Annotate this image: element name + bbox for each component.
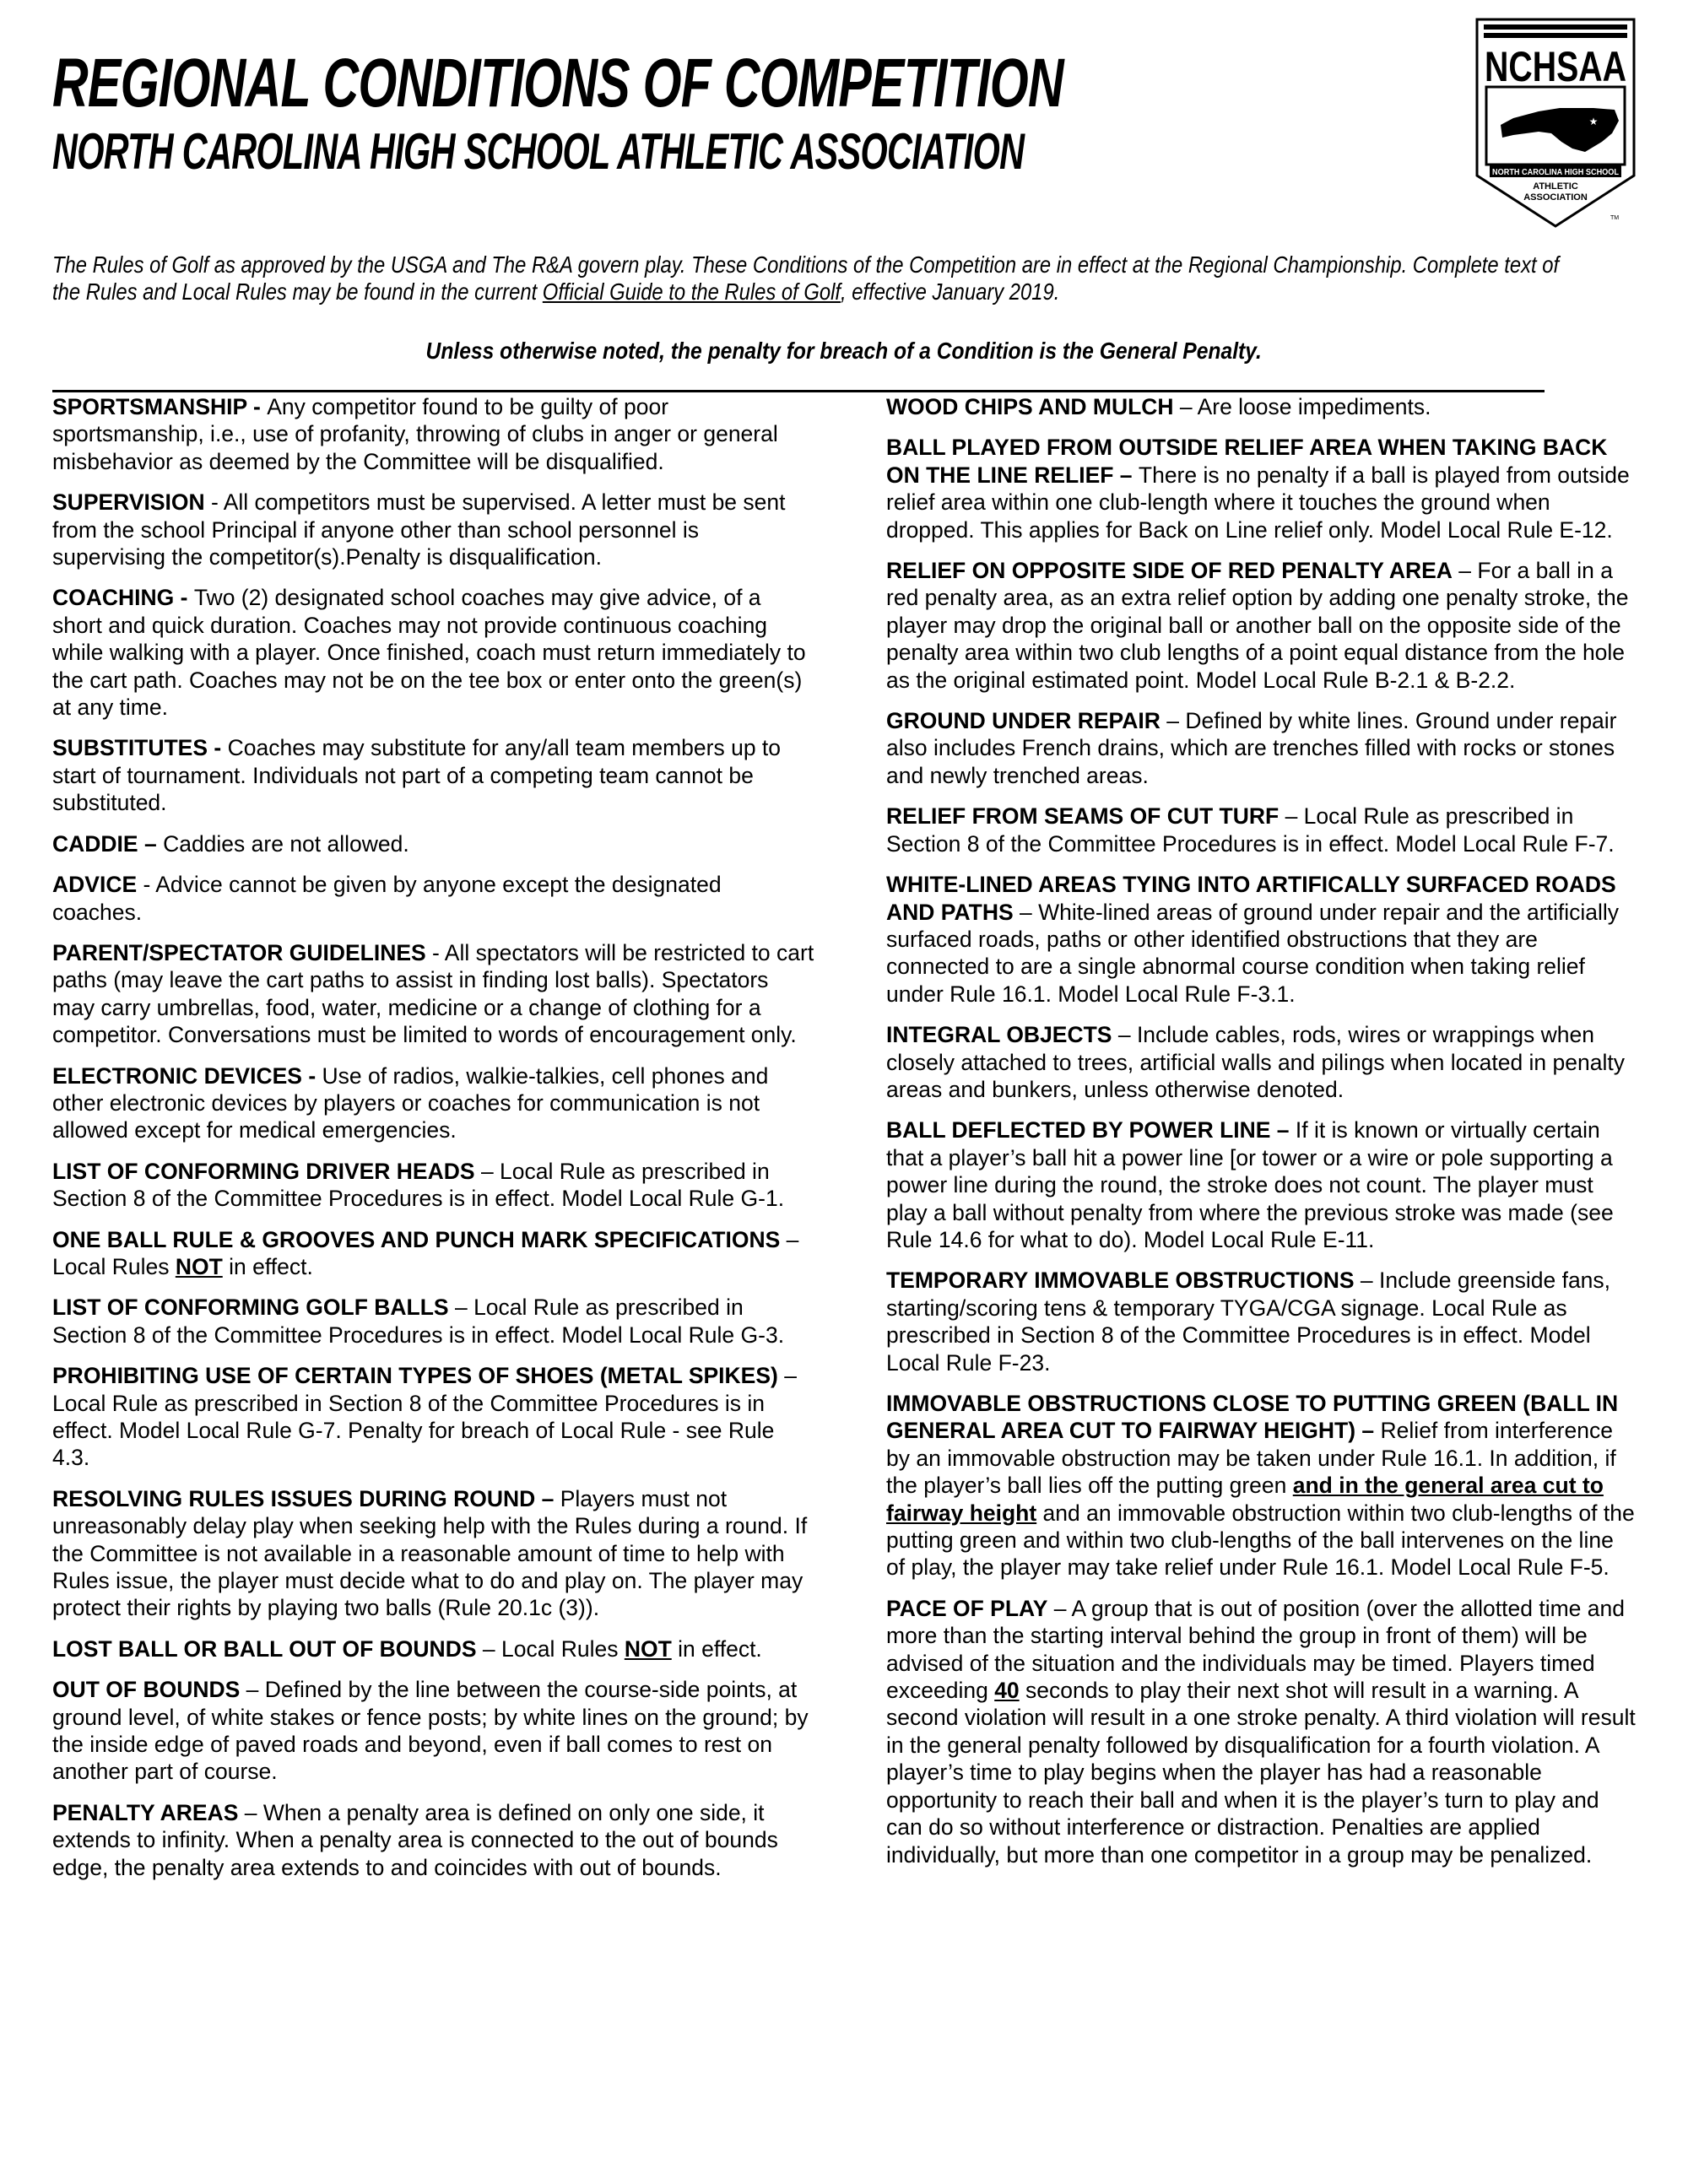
condition-resolving-rules-issues-during-round bbox=[52, 1485, 816, 1622]
condition-text: in effect. bbox=[671, 1635, 762, 1662]
condition-text: Players must not unreasonably delay play when seeking help with the Rules during a round. If the Committee is not available in a reasonable amount of time to help with Rules issue, the player must decide what to do and play on. The player may protect their rights by playing two balls (Rule 20.1c (3)). bbox=[52, 1485, 808, 1621]
condition-heading: PROHIBITING USE OF CERTAIN TYPES OF SHOES (METAL SPIKES) bbox=[52, 1363, 778, 1389]
svg-text:★: ★ bbox=[1588, 116, 1599, 127]
condition-integral-objects bbox=[886, 1021, 1637, 1103]
condition-immovable-obstructions-close-to-putting- bbox=[886, 1390, 1637, 1581]
condition-one-ball-rule-grooves-and-punch-mark-spe bbox=[52, 1226, 816, 1281]
logo-wordmark: NCHSAA bbox=[1485, 43, 1626, 90]
condition-text: Two (2) designated school coaches may give advice, of a short and quick duration. Coaches may not provide continuous coaching while walking with a player. Once finished, coach must return immediately to the cart path. Coaches may not be on the tee box or enter onto the green(s) at any time. bbox=[52, 585, 806, 721]
condition-heading: PACE OF PLAY bbox=[886, 1595, 1048, 1621]
condition-ground-under-repair bbox=[886, 707, 1637, 789]
condition-electronic-devices bbox=[52, 1062, 816, 1144]
condition-advice bbox=[52, 871, 816, 926]
left-column bbox=[52, 393, 816, 1895]
intro-paragraph bbox=[52, 251, 1581, 305]
svg-text:TM: TM bbox=[1610, 215, 1620, 221]
condition-parent-spectator-guidelines bbox=[52, 939, 816, 1049]
condition-relief-from-seams-of-cut-turf bbox=[886, 803, 1637, 857]
condition-heading: ONE BALL RULE & GROOVES AND PUNCH MARK SPECIFICATIONS bbox=[52, 1226, 781, 1252]
condition-ball-deflected-by-power-line bbox=[886, 1116, 1637, 1253]
condition-text: - Advice cannot be given by anyone except the designated coaches. bbox=[52, 872, 722, 925]
condition-list-of-conforming-driver-heads bbox=[52, 1158, 816, 1213]
svg-text:ATHLETIC: ATHLETIC bbox=[1533, 181, 1578, 192]
condition-text: Any competitor found to be guilty of poor sportsmanship, i.e., use of profanity, throwing of clubs in anger or general misbehavior as deemed by the Committee will be disqualified. bbox=[52, 394, 778, 474]
condition-penalty-areas bbox=[52, 1799, 816, 1881]
condition-heading: PENALTY AREAS bbox=[52, 1799, 239, 1825]
condition-text: – Local Rule as prescribed in Section 8 of the Committee Procedures is in effect. Model Local Rule G-7. Penalty for breach of Local Rule - see Rule 4.3. bbox=[52, 1363, 797, 1471]
svg-text:NORTH CAROLINA HIGH SCHOOL: NORTH CAROLINA HIGH SCHOOL bbox=[1492, 167, 1620, 177]
intro-text-end: , effective January 2019. bbox=[841, 278, 1060, 305]
condition-heading: SUBSTITUTES - bbox=[52, 735, 228, 761]
condition-relief-on-opposite-side-of-red-penalty-a bbox=[886, 557, 1637, 694]
condition-emphasis: and in the general area cut to fairway height bbox=[886, 1473, 1604, 1526]
condition-text: – Defined by white lines. Ground under repair also includes French drains, which are trenches filled with rocks or stones and newly trenched areas. bbox=[886, 708, 1617, 788]
condition-substitutes bbox=[52, 734, 816, 816]
condition-sportsmanship bbox=[52, 393, 816, 475]
condition-text: – Local Rules bbox=[476, 1635, 625, 1662]
condition-heading: RELIEF FROM SEAMS OF CUT TURF bbox=[886, 803, 1280, 830]
condition-heading: COACHING - bbox=[52, 585, 194, 611]
condition-heading: PARENT/SPECTATOR GUIDELINES bbox=[52, 939, 426, 965]
condition-text: – For a ball in a red penalty area, as an extra relief option by adding one penalty stroke, the player may drop the original ball or another ball on the opposite side of the penalty area within two club lengths of a point equal distance from the hole as the original estimated point. Model Local Rule B-2.1 & B-2.2. bbox=[886, 558, 1629, 693]
condition-heading: BALL PLAYED FROM OUTSIDE RELIEF AREA WHEN TAKING BACK ON THE LINE RELIEF – bbox=[886, 435, 1608, 488]
condition-text: - All competitors must be supervised. A letter must be sent from the school Principal if anyone other than school personnel is supervising the competitor(s).Penalty is disqualification. bbox=[52, 489, 786, 570]
page-title: REGIONAL CONDITIONS OF COMPETITION bbox=[52, 45, 1063, 122]
penalty-note-text: Unless otherwise noted, the penalty for breach of a Condition is the General Penalty. bbox=[425, 338, 1263, 364]
condition-heading: INTEGRAL OBJECTS bbox=[886, 1022, 1112, 1048]
condition-heading: RELIEF ON OPPOSITE SIDE OF RED PENALTY AREA bbox=[886, 558, 1453, 584]
condition-text: – Local Rules bbox=[52, 1226, 799, 1279]
condition-heading: GROUND UNDER REPAIR bbox=[886, 708, 1160, 734]
condition-coaching bbox=[52, 584, 816, 721]
condition-heading: RESOLVING RULES ISSUES DURING ROUND – bbox=[52, 1485, 560, 1511]
condition-text: Use of radios, walkie-talkies, cell phones and other electronic devices by players or coaches for communication is not allowed except for medical emergencies. bbox=[52, 1062, 769, 1143]
condition-heading: LIST OF CONFORMING DRIVER HEADS bbox=[52, 1158, 475, 1184]
condition-text: – Include cables, rods, wires or wrappings when closely attached to trees, artificial walls and pilings when located in penalty areas and bunkers, unless otherwise denoted. bbox=[886, 1022, 1625, 1102]
intro-text: The Rules of Golf as approved by the USGA and The R&A govern play. These Conditions of the Competition are in effect at the Regional Championship. Complete text of the Rules and Local Rules may be found in the current bbox=[52, 251, 1560, 305]
condition-white-lined-areas-tying-into-artifically bbox=[886, 871, 1637, 1008]
condition-emphasis: NOT bbox=[175, 1253, 223, 1279]
condition-text: Coaches may substitute for any/all team members up to start of tournament. Individuals not part of a competing team cannot be substituted. bbox=[52, 735, 782, 816]
condition-heading: BALL DEFLECTED BY POWER LINE – bbox=[886, 1117, 1296, 1143]
condition-heading: ADVICE bbox=[52, 872, 138, 898]
condition-text: If it is known or virtually certain that a player’s ball hit a power line [or tower or a wire or pole supporting a power line during the round, the stroke does not count. The player must play a ball without penalty from where the previous stroke was made (see Rule 14.6 for what to do). Model Local Rule E-11. bbox=[886, 1117, 1614, 1252]
condition-heading: SUPERVISION bbox=[52, 489, 205, 516]
condition-heading: SPORTSMANSHIP - bbox=[52, 394, 268, 419]
condition-caddie bbox=[52, 830, 816, 857]
condition-text: – A group that is out of position (over the allotted time and more than the starting interval behind the group in front of them) will be advised of the situation and the individuals may be timed. Players timed exceeding bbox=[886, 1595, 1625, 1704]
condition-text: and an immovable obstruction within two club-lengths of the putting green and within two club-lengths of the ball intervenes on the line of play, the player may take relief under Rule 16.1. Model Local Rule F-5. bbox=[886, 1500, 1635, 1581]
condition-heading: LOST BALL OR BALL OUT OF BOUNDS bbox=[52, 1635, 477, 1662]
condition-heading: WHITE-LINED AREAS TYING INTO ARTIFICALLY SURFACED ROADS AND PATHS bbox=[886, 872, 1616, 925]
condition-text: seconds to play their next shot will result in a warning. A second violation will result in a one stroke penalty. A third violation will result in the general penalty followed by disqualification for a fourth violation. A player’s time to play begins when the player has had a reasonable opportunity to reach their ball and when it is the player’s turn to play and can do so without interference or distraction. Penalties are applied individually, but more than one competitor in a group may be penalized. bbox=[886, 1678, 1636, 1868]
condition-text: in effect. bbox=[222, 1253, 313, 1279]
condition-text: – Are loose impediments. bbox=[1173, 394, 1431, 419]
condition-heading: LIST OF CONFORMING GOLF BALLS bbox=[52, 1295, 449, 1321]
condition-pace-of-play bbox=[886, 1595, 1637, 1868]
condition-wood-chips-and-mulch bbox=[886, 393, 1637, 420]
condition-text: Caddies are not allowed. bbox=[163, 830, 409, 857]
condition-emphasis: 40 bbox=[994, 1678, 1020, 1704]
right-column bbox=[886, 393, 1637, 1882]
condition-out-of-bounds bbox=[52, 1676, 816, 1786]
penalty-note bbox=[0, 338, 1688, 365]
condition-text: – Local Rule as prescribed in Section 8 of the Committee Procedures is in effect. Model Local Rule G-3. bbox=[52, 1295, 785, 1348]
condition-text: – Include greenside fans, starting/scoring tens & temporary TYGA/CGA signage. Local Rule as prescribed in Section 8 of the Committee Procedures is in effect. Model Local Rule F-23. bbox=[886, 1268, 1611, 1376]
condition-text: – Defined by the line between the course-side points, at ground level, of white stakes or fence posts; by white lines on the ground; by the inside edge of paved roads and beyond, even if ball comes to rest on another part of course. bbox=[52, 1677, 809, 1785]
condition-emphasis: NOT bbox=[624, 1635, 672, 1662]
condition-text: - All spectators will be restricted to cart paths (may leave the cart paths to assist in finding lost balls). Spectators may carry umbrellas, food, water, medicine or a change of clothing for a competitor. Conversations must be limited to words of encouragement only. bbox=[52, 939, 814, 1048]
condition-lost-ball-or-ball-out-of-bounds bbox=[52, 1635, 816, 1662]
condition-heading: WOOD CHIPS AND MULCH bbox=[886, 394, 1174, 419]
condition-text: There is no penalty if a ball is played from outside relief area within one club-length where it touches the ground when dropped. This applies for Back on Line relief only. Model Local Rule E-12. bbox=[886, 462, 1630, 543]
condition-text: – Local Rule as prescribed in Section 8 of the Committee Procedures is in effect. Model Local Rule G-1. bbox=[52, 1158, 785, 1212]
condition-text: – When a penalty area is defined on only one side, it extends to infinity. When a penalty area is connected to the out of bounds edge, the penalty area extends to and coincides with out of bounds. bbox=[52, 1799, 778, 1880]
condition-heading: OUT OF BOUNDS bbox=[52, 1677, 241, 1703]
condition-text: – Local Rule as prescribed in Section 8 of the Committee Procedures is in effect. Model Local Rule F-7. bbox=[886, 803, 1615, 857]
condition-text: – White-lined areas of ground under repair and the artificially surfaced roads, paths or other identified obstructions that they are connected to are a single abnormal course condition when taking relief under Rule 16.1. Model Local Rule F-3.1. bbox=[886, 899, 1620, 1007]
condition-temporary-immovable-obstructions bbox=[886, 1267, 1637, 1376]
condition-heading: CADDIE – bbox=[52, 830, 164, 857]
condition-supervision bbox=[52, 489, 816, 570]
nchsaa-logo bbox=[1467, 15, 1644, 226]
condition-heading: IMMOVABLE OBSTRUCTIONS CLOSE TO PUTTING GREEN (BALL IN GENERAL AREA CUT TO FAIRWAY HEIGHT) – bbox=[886, 1391, 1619, 1444]
condition-prohibiting-use-of-certain-types-of-shoe bbox=[52, 1362, 816, 1472]
condition-heading: TEMPORARY IMMOVABLE OBSTRUCTIONS bbox=[886, 1268, 1355, 1294]
condition-ball-played-from-outside-relief-area-whe bbox=[886, 434, 1637, 543]
page-subtitle: NORTH CAROLINA HIGH SCHOOL ATHLETIC ASSOCIATION bbox=[52, 123, 1025, 180]
condition-list-of-conforming-golf-balls bbox=[52, 1294, 816, 1349]
condition-heading: ELECTRONIC DEVICES - bbox=[52, 1062, 322, 1089]
official-guide-reference: Official Guide to the Rules of Golf bbox=[542, 278, 841, 305]
condition-text: Relief from interference by an immovable obstruction may be taken under Rule 16.1. In addition, if the player’s ball lies off the putting green bbox=[886, 1418, 1616, 1499]
svg-text:ASSOCIATION: ASSOCIATION bbox=[1523, 192, 1588, 203]
divider bbox=[52, 390, 1545, 392]
